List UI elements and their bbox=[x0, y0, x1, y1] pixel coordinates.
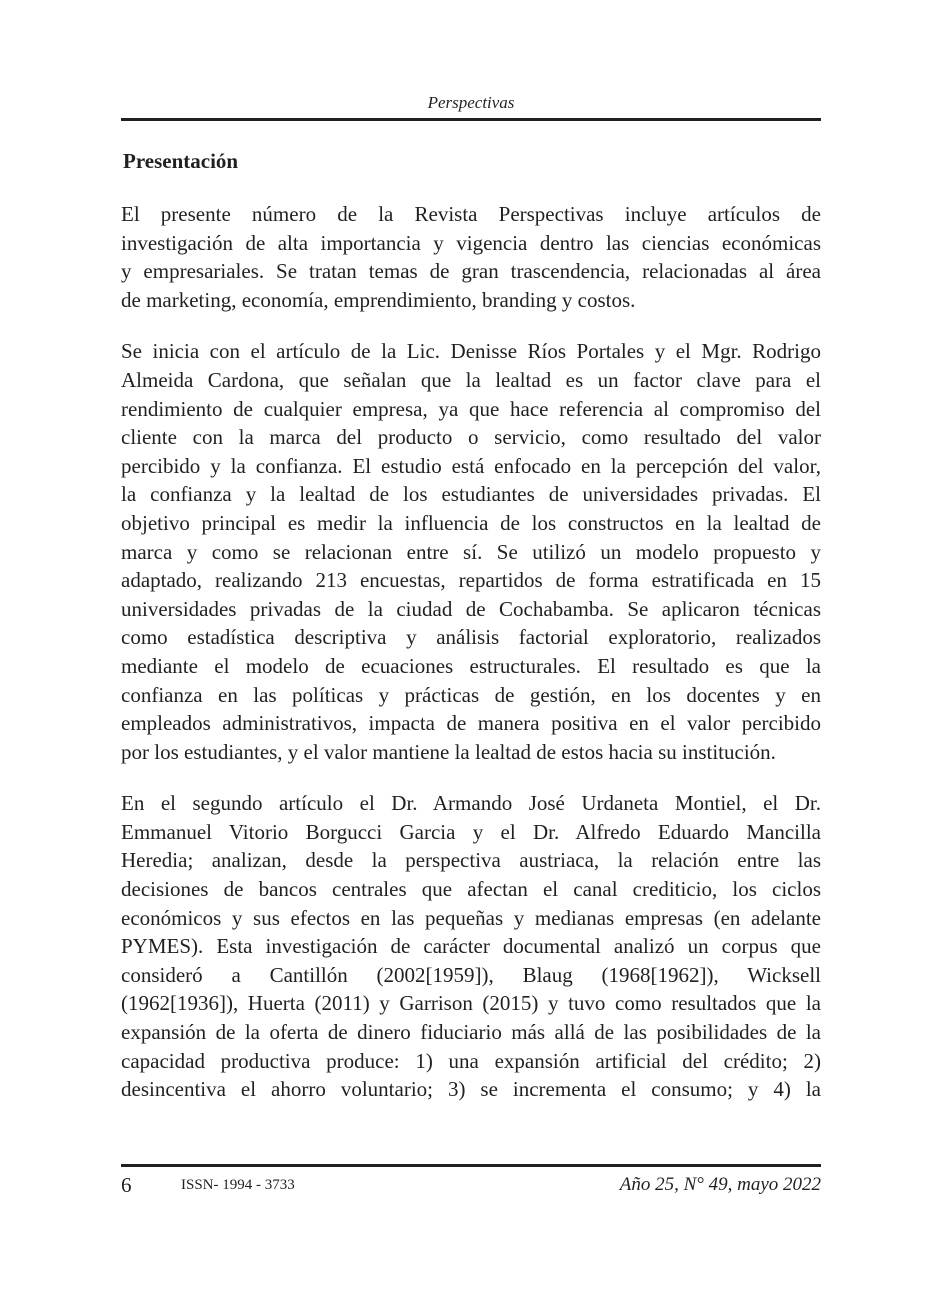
issn: ISSN- 1994 - 3733 bbox=[181, 1177, 295, 1193]
text-line: Heredia; analizan, desde la perspectiva austriaca, la relación entre las bbox=[121, 848, 821, 873]
text-line: expansión de la oferta de dinero fiduciario más allá de las posibilidades de la bbox=[121, 1020, 821, 1045]
text-line: rendimiento de cualquier empresa, ya que hace referencia al compromiso del bbox=[121, 396, 821, 421]
text-line: mediante el modelo de ecuaciones estructurales. El resultado es que la bbox=[121, 653, 821, 678]
text-line: la confianza y la lealtad de los estudiantes de universidades privadas. El bbox=[121, 482, 821, 507]
text-line: objetivo principal es medir la influencia de los constructos en la lealtad de bbox=[121, 510, 821, 535]
text-line: Emmanuel Vitorio Borgucci Garcia y el Dr. Alfredo Eduardo Mancilla bbox=[121, 819, 821, 844]
running-head: Perspectivas bbox=[427, 93, 515, 112]
text-line: consideró a Cantillón (2002[1959]), Blaug (1968[1962]), Wicksell bbox=[121, 962, 821, 987]
text-line: decisiones de bancos centrales que afectan el canal crediticio, los ciclos bbox=[121, 877, 821, 902]
text-line: PYMES). Esta investigación de carácter documental analizó un corpus que bbox=[121, 934, 821, 959]
text-line: económicos y sus efectos en las pequeñas y medianas empresas (en adelante bbox=[121, 905, 821, 930]
paragraph-3 bbox=[121, 789, 821, 1104]
text-line: y empresariales. Se tratan temas de gran trascendencia, relacionadas al área bbox=[121, 259, 821, 284]
section-title: Presentación bbox=[123, 149, 239, 173]
issue-info: Año 25, N° 49, mayo 2022 bbox=[619, 1174, 821, 1195]
body-text bbox=[121, 200, 821, 1127]
text-line: marca y como se relacionan entre sí. Se utilizó un modelo propuesto y bbox=[121, 539, 821, 564]
text-line: cliente con la marca del producto o servicio, como resultado del valor bbox=[121, 425, 821, 450]
paragraph-1 bbox=[121, 200, 821, 314]
text-line: por los estudiantes, y el valor mantiene la lealtad de estos hacia su institución. bbox=[121, 739, 776, 764]
text-line: percibido y la confianza. El estudio está enfocado en la percepción del valor, bbox=[121, 453, 821, 478]
text-line: El presente número de la Revista Perspectivas incluye artículos de bbox=[121, 202, 821, 226]
text-line: empleados administrativos, impacta de manera positiva en el valor percibido bbox=[121, 711, 821, 736]
page-number: 6 bbox=[121, 1173, 132, 1197]
text-line: capacidad productiva produce: 1) una expansión artificial del crédito; 2) bbox=[121, 1048, 821, 1073]
text-line: de marketing, economía, emprendimiento, branding y costos. bbox=[121, 287, 636, 312]
text-line: como estadística descriptiva y análisis factorial exploratorio, realizados bbox=[121, 625, 821, 650]
text-line: adaptado, realizando 213 encuestas, repartidos de forma estratificada en 15 bbox=[121, 568, 821, 593]
footer-rule bbox=[121, 1164, 821, 1167]
text-line: desincentiva el ahorro voluntario; 3) se incrementa el consumo; y 4) la bbox=[121, 1077, 821, 1102]
text-line: universidades privadas de la ciudad de Cochabamba. Se aplicaron técnicas bbox=[121, 596, 821, 621]
text-line: Se inicia con el artículo de la Lic. Denisse Ríos Portales y el Mgr. Rodrigo bbox=[121, 339, 821, 364]
paragraph-2 bbox=[121, 337, 821, 766]
header-rule bbox=[121, 118, 821, 121]
text-line: investigación de alta importancia y vigencia dentro las ciencias económicas bbox=[121, 230, 821, 255]
text-line: Almeida Cardona, que señalan que la lealtad es un factor clave para el bbox=[121, 367, 821, 392]
text-line: En el segundo artículo el Dr. Armando José Urdaneta Montiel, el Dr. bbox=[121, 791, 821, 816]
text-line: confianza en las políticas y prácticas de gestión, en los docentes y en bbox=[121, 682, 821, 707]
text-line: (1962[1936]), Huerta (2011) y Garrison (2015) y tuvo como resultados que la bbox=[121, 991, 821, 1016]
